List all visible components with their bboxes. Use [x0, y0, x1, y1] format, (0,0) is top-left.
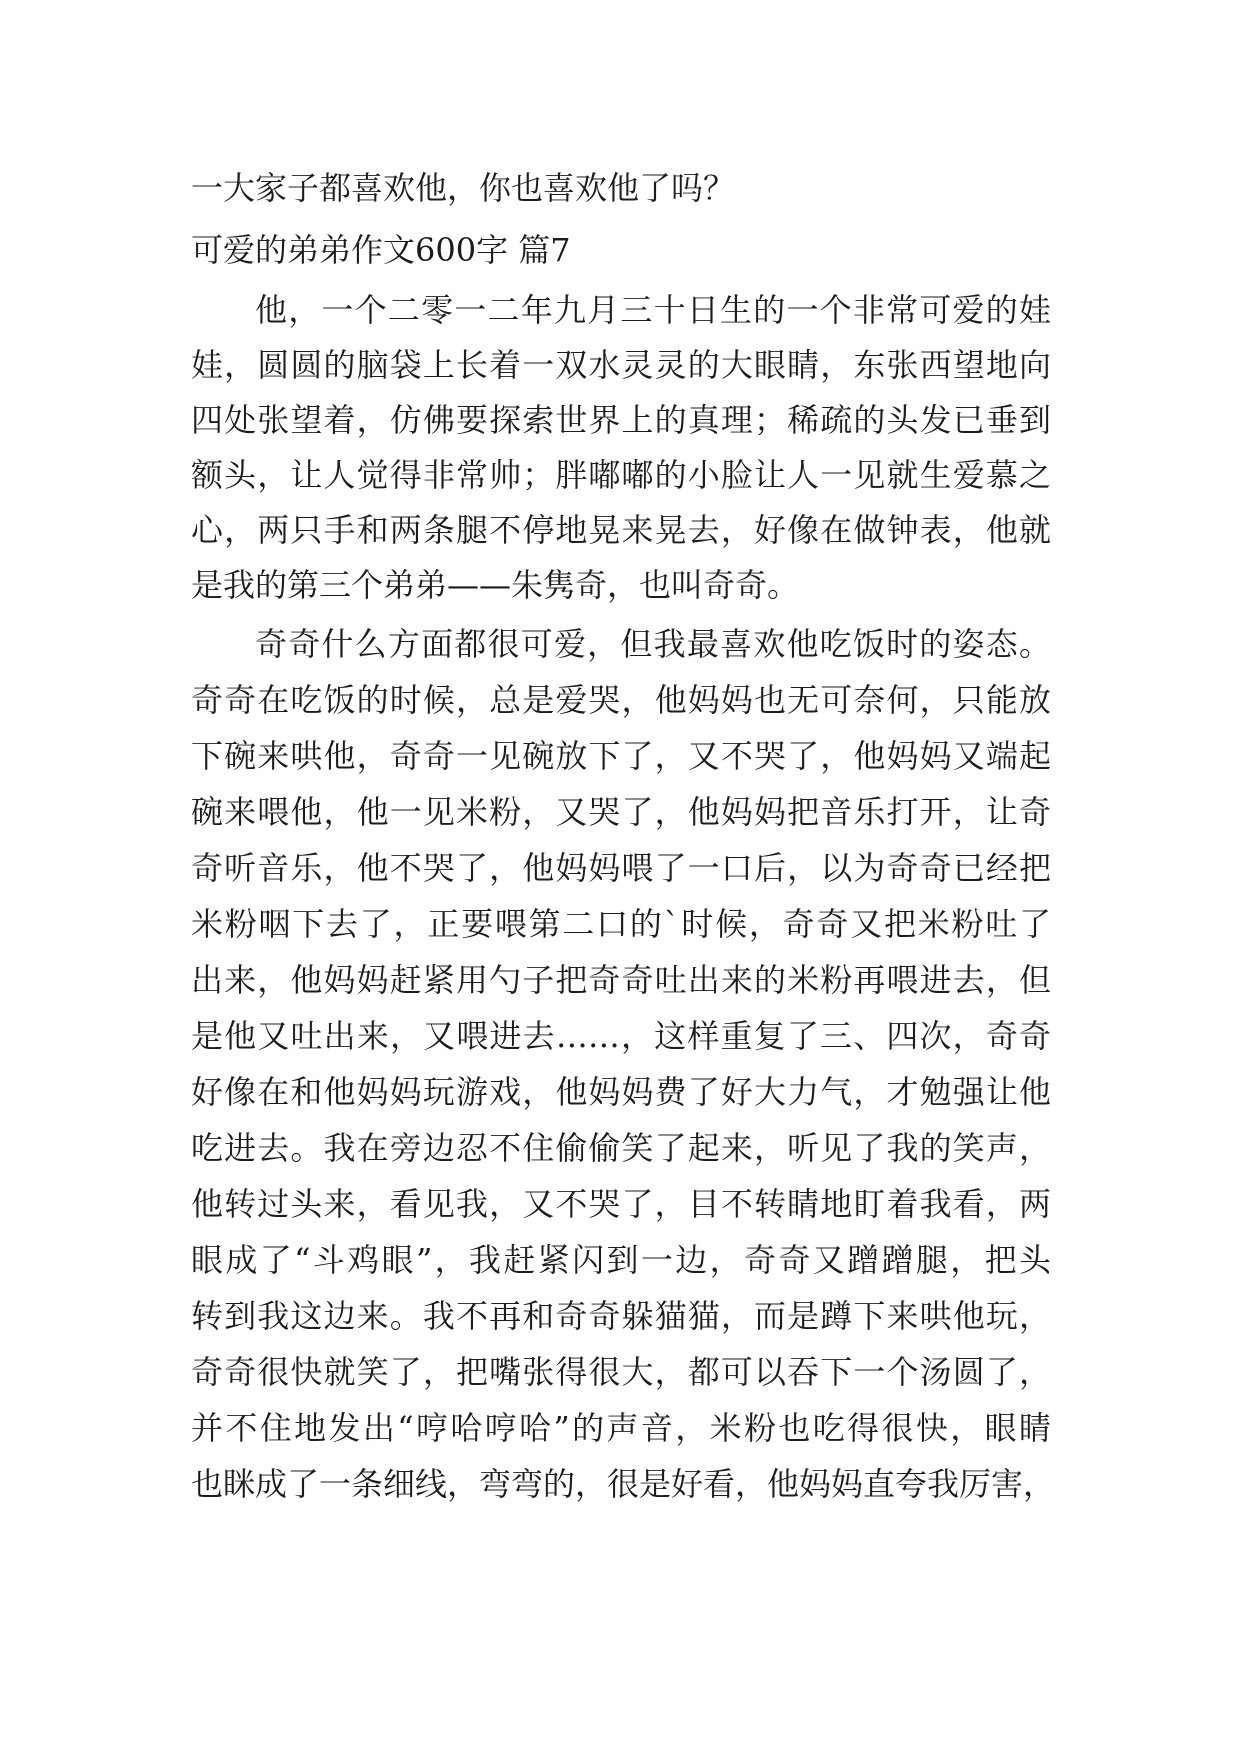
- text-line: 米粉咽下去了，正要喂第二口的`时候，奇奇又把米粉吐了: [191, 905, 1051, 943]
- text-line: 碗来喂他，他一见米粉，又哭了，他妈妈把音乐打开，让奇: [191, 793, 1051, 831]
- text-line: 奇奇什么方面都很可爱，但我最喜欢他吃饭时的姿态。: [255, 625, 1051, 663]
- text-line: 下碗来哄他，奇奇一见碗放下了，又不哭了，他妈妈又端起: [191, 737, 1051, 775]
- text-line: 他转过头来，看见我，又不哭了，目不转睛地盯着我看，两: [191, 1185, 1051, 1223]
- text-line: 是我的第三个弟弟——朱隽奇，也叫奇奇。: [191, 566, 800, 604]
- text-line: 他，一个二零一二年九月三十日生的一个非常可爱的娃: [255, 291, 1051, 329]
- text-line: 额头，让人觉得非常帅；胖嘟嘟的小脸让人一见就生爱慕之: [191, 456, 1051, 494]
- text-line: 娃，圆圆的脑袋上长着一双水灵灵的大眼睛，东张西望地向: [191, 346, 1051, 384]
- text-line: 四处张望着，仿佛要探索世界上的真理；稀疏的头发已垂到: [191, 401, 1051, 439]
- text-line: 并不住地发出“哼哈哼哈”的声音，米粉也吃得很快，眼睛: [191, 1409, 1051, 1447]
- text-line: 眼成了“斗鸡眼”，我赶紧闪到一边，奇奇又蹭蹭腿，把头: [191, 1241, 1051, 1279]
- text-line: 好像在和他妈妈玩游戏，他妈妈费了好大力气，才勉强让他: [191, 1073, 1051, 1111]
- text-line: 是他又吐出来，又喂进去……，这样重复了三、四次，奇奇: [191, 1017, 1051, 1055]
- text-line: 心，两只手和两条腿不停地晃来晃去，好像在做钟表，他就: [191, 511, 1051, 549]
- text-line: 一大家子都喜欢他，你也喜欢他了吗？: [191, 169, 736, 207]
- text-line: 吃进去。我在旁边忍不住偷偷笑了起来，听见了我的笑声，: [191, 1129, 1051, 1167]
- text-line: 转到我这边来。我不再和奇奇躲猫猫，而是蹲下来哄他玩，: [191, 1297, 1051, 1335]
- section-heading: 可爱的弟弟作文600字 篇7: [191, 231, 571, 269]
- text-line: 出来，他妈妈赶紧用勺子把奇奇吐出来的米粉再喂进去，但: [191, 961, 1051, 999]
- text-line: 也眯成了一条细线，弯弯的，很是好看，他妈妈直夸我厉害，: [191, 1465, 1056, 1503]
- text-line: 奇听音乐，他不哭了，他妈妈喂了一口后，以为奇奇已经把: [191, 849, 1051, 887]
- text-line: 奇奇很快就笑了，把嘴张得很大，都可以吞下一个汤圆了，: [191, 1353, 1051, 1391]
- text-line: 奇奇在吃饭的时候，总是爱哭，他妈妈也无可奈何，只能放: [191, 681, 1051, 719]
